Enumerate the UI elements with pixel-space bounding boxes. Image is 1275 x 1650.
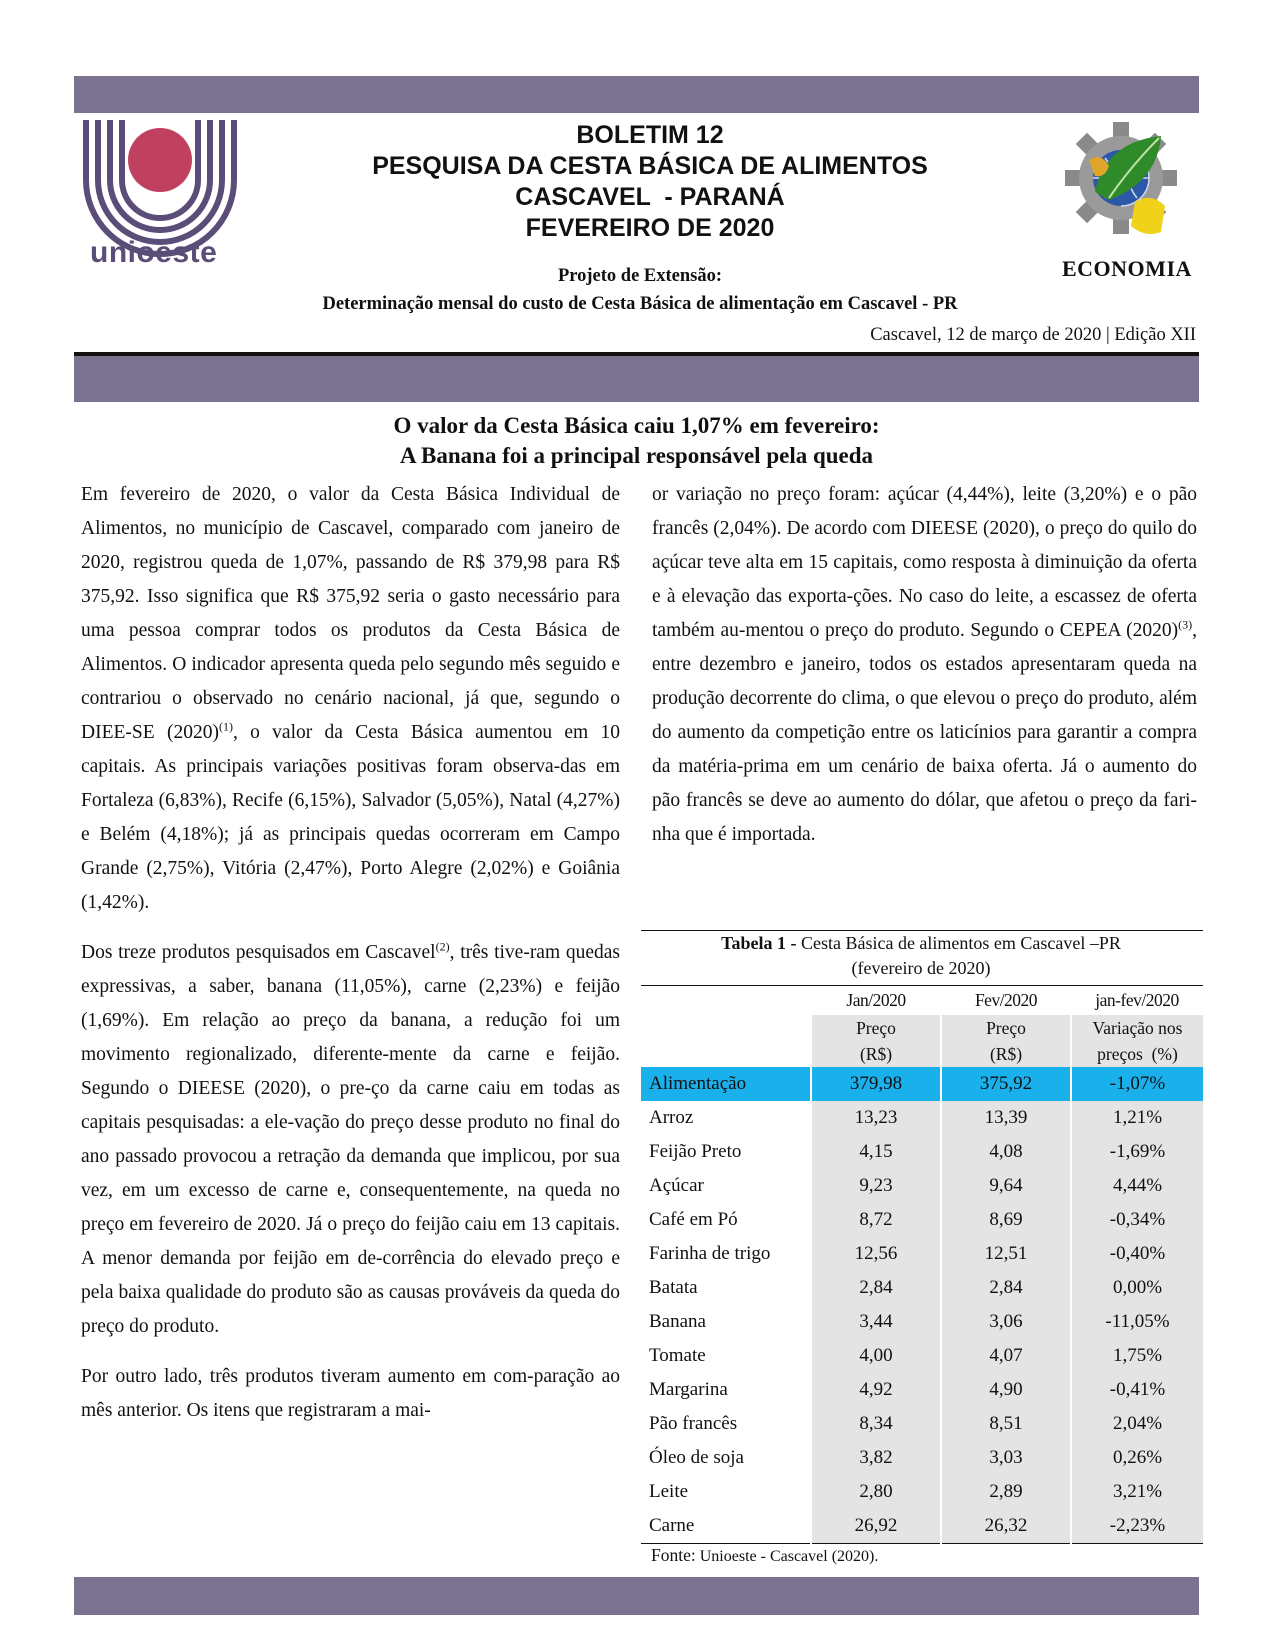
value-cell: -0,41% xyxy=(1071,1373,1203,1407)
value-cell: 4,90 xyxy=(941,1373,1071,1407)
period-header: jan-fev/2020 xyxy=(1095,990,1179,1010)
table-row xyxy=(641,1509,1203,1544)
project-label: Projeto de Extensão: xyxy=(557,266,723,286)
header-blank xyxy=(641,1015,811,1041)
economia-gear-emblem-icon xyxy=(1065,122,1177,240)
value-cell: 375,92 xyxy=(941,1067,1071,1101)
right-column xyxy=(652,478,1197,852)
value-cell: 3,06 xyxy=(941,1305,1071,1339)
project-title: Determinação mensal do custo de Cesta Básica de alimentação em Cascavel - PR xyxy=(322,294,958,314)
table-row xyxy=(641,1305,1203,1339)
item-cell: Feijão Preto xyxy=(649,1141,742,1162)
table-header-row xyxy=(641,1015,1203,1041)
value-cell: 4,00 xyxy=(811,1339,941,1373)
value-cell: 26,32 xyxy=(941,1509,1071,1544)
value-cell: 8,34 xyxy=(811,1407,941,1441)
value-cell: 3,21% xyxy=(1071,1475,1203,1509)
value-cell: 4,44% xyxy=(1071,1169,1203,1203)
value-cell: 2,84 xyxy=(941,1271,1071,1305)
title-line: BOLETIM 12 xyxy=(576,121,724,149)
footnote-ref: (2) xyxy=(435,939,450,954)
caption-line-1 xyxy=(641,931,1201,956)
paragraph-text: , três tive-ram quedas expressivas, a saber, banana (11,05%), carne (2,23%) e feijão (1,69%). Em relação ao preço da banana, a redução foi um movimento regionalizado, diferente-mente da carne e feijão. Segundo o DIEESE (2020), o pre-ço da carne caiu em todas as capitais pesquisadas: a ele-vação do preço desse produto no final do ano passado provocou a retração da demanda que implicou, por sua vez, em um excesso de carne e, consequentemente, na queda no preço em fevereiro de 2020. Já o preço do feijão caiu em 13 capitais. A menor demanda por feijão em de-corrência do elevado preço e pela baixa qualidade do produto são as causas prováveis da queda do preço do produto. xyxy=(81,942,621,1337)
bottom-band xyxy=(74,1577,1199,1615)
project-block xyxy=(230,262,1050,318)
caption-label: Tabela 1 - xyxy=(721,933,797,953)
value-cell: -1,69% xyxy=(1071,1135,1203,1169)
paragraph-text: Dos treze produtos pesquisados em Cascavel xyxy=(81,942,436,963)
item-cell: Batata xyxy=(649,1277,698,1298)
value-cell: 12,51 xyxy=(941,1237,1071,1271)
item-cell: Tomate xyxy=(649,1345,706,1366)
headline-line-1: O valor da Cesta Básica caiu 1,07% em fevereiro: xyxy=(393,413,880,438)
value-cell: 4,08 xyxy=(941,1135,1071,1169)
value-cell: 13,39 xyxy=(941,1101,1071,1135)
value-cell: 8,72 xyxy=(811,1203,941,1237)
value-cell: 2,04% xyxy=(1071,1407,1203,1441)
left-column xyxy=(81,478,620,1428)
item-cell: Farinha de trigo xyxy=(649,1243,771,1264)
table-source xyxy=(651,1545,878,1566)
value-cell: 13,23 xyxy=(811,1101,941,1135)
paragraph-text: , o valor da Cesta Básica aumentou em 10 capitais. As principais variações positivas foram observa-das em Fortaleza (6,83%), Recife (6,15%), Salvador (5,05%), Natal (4,27%) e Belém (4,18%); já as principais quedas ocorreram em Campo Grande (2,75%), Vitória (2,47%), Porto Alegre (2,02%) e Goiânia (1,42%). xyxy=(81,722,620,913)
table-row xyxy=(641,1169,1203,1203)
period-header: Fev/2020 xyxy=(974,990,1038,1010)
item-cell: Leite xyxy=(649,1481,689,1502)
bulletin-titles xyxy=(280,120,1020,244)
source-text: Unioeste - Cascavel (2020). xyxy=(695,1548,879,1565)
price-table-body xyxy=(641,985,1203,1544)
table-header-row xyxy=(641,1041,1203,1067)
table-row xyxy=(641,1373,1203,1407)
table-row xyxy=(641,1101,1203,1135)
item-cell: Arroz xyxy=(649,1107,694,1128)
logo-wordmark: unioeste xyxy=(90,236,218,269)
item-cell: Pão francês xyxy=(649,1413,738,1434)
table-caption xyxy=(641,931,1201,981)
table-row xyxy=(641,1237,1203,1271)
item-cell: Banana xyxy=(649,1311,706,1332)
column-header: preços (%) xyxy=(1071,1041,1203,1067)
source-label: Fonte: xyxy=(651,1545,696,1565)
title-line: PESQUISA DA CESTA BÁSICA DE ALIMENTOS xyxy=(372,152,928,180)
value-cell: 1,75% xyxy=(1071,1339,1203,1373)
table-row xyxy=(641,1135,1203,1169)
headline-line-2: A Banana foi a principal responsável pela queda xyxy=(399,443,874,468)
column-header: (R$) xyxy=(811,1041,941,1067)
value-cell: 2,89 xyxy=(941,1475,1071,1509)
paragraph-3: Por outro lado, três produtos tiveram aumento em com-paração ao mês anterior. Os itens que registraram a mai- xyxy=(81,1366,620,1421)
caption-line-2: (fevereiro de 2020) xyxy=(851,958,991,978)
table-row xyxy=(641,1203,1203,1237)
economia-label: ECONOMIA xyxy=(1062,256,1192,281)
paragraph-2 xyxy=(81,936,620,1344)
paragraph-1 xyxy=(81,478,620,920)
caption-text: Cesta Básica de alimentos em Cascavel –PR xyxy=(796,933,1121,953)
item-cell: Margarina xyxy=(649,1379,728,1400)
footnote-ref: (3) xyxy=(1178,617,1193,632)
value-cell: 379,98 xyxy=(811,1067,941,1101)
value-cell: 9,64 xyxy=(941,1169,1071,1203)
value-cell: 2,84 xyxy=(811,1271,941,1305)
item-cell: Carne xyxy=(641,1509,811,1544)
value-cell: 4,07 xyxy=(941,1339,1071,1373)
header-blank xyxy=(641,985,811,1015)
value-cell: 3,82 xyxy=(811,1441,941,1475)
column-header: Variação nos xyxy=(1071,1015,1203,1041)
value-cell: 3,03 xyxy=(941,1441,1071,1475)
value-cell: -1,07% xyxy=(1071,1067,1203,1101)
header-divider-band xyxy=(74,352,1199,402)
paragraph-text: Em fevereiro de 2020, o valor da Cesta Básica Individual de Alimentos, no município de Cascavel, comparado com janeiro de 2020, registrou queda de 1,07%, passando de R$ 379,98 para R$ 375,92. Isso significa que R$ 375,92 seria o gasto necessário para uma pessoa comprar todos os produtos da Cesta Básica de Alimentos. O indicador apresenta queda pelo segundo mês seguido e contrariou o observado no cenário nacional, já que, segundo o DIEE-SE (2020) xyxy=(81,484,620,743)
table-row xyxy=(641,1339,1203,1373)
column-header: Preço xyxy=(811,1015,941,1041)
value-cell: 0,26% xyxy=(1071,1441,1203,1475)
value-cell: -0,40% xyxy=(1071,1237,1203,1271)
value-cell: 8,51 xyxy=(941,1407,1071,1441)
title-line: CASCAVEL - PARANÁ xyxy=(515,183,785,211)
value-cell: 1,21% xyxy=(1071,1101,1203,1135)
value-cell: 8,69 xyxy=(941,1203,1071,1237)
price-table xyxy=(641,985,1203,1544)
column-header: Preço xyxy=(941,1015,1071,1041)
column-header: (R$) xyxy=(941,1041,1071,1067)
dateline: Cascavel, 12 de março de 2020 | Edição XII xyxy=(870,325,1196,345)
headline xyxy=(74,411,1199,471)
table-row xyxy=(641,1407,1203,1441)
period-header: Jan/2020 xyxy=(846,990,906,1010)
value-cell: 12,56 xyxy=(811,1237,941,1271)
item-cell: Óleo de soja xyxy=(649,1447,744,1468)
value-cell: 2,80 xyxy=(811,1475,941,1509)
table-row xyxy=(641,1475,1203,1509)
paragraph-continued xyxy=(652,478,1197,852)
item-cell: Alimentação xyxy=(641,1067,811,1101)
top-band xyxy=(74,76,1199,113)
paragraph-text: or variação no preço foram: açúcar (4,44%), leite (3,20%) e o pão francês (2,04%). De acordo com DIEESE (2020), o preço do quilo do açúcar teve alta em 15 capitais, como resposta à diminuição da oferta e à elevação das exporta-ções. No caso do leite, a escassez de oferta também au-mentou o preço do produto. Segundo o CEPEA (2020) xyxy=(652,484,1197,641)
value-cell: 26,92 xyxy=(811,1509,941,1544)
paragraph-text: , entre dezembro e janeiro, todos os estados apresentaram queda na produção decorrente do clima, o que elevou o preço do produto, além do aumento da competição entre os laticínios para garantir a compra da matéria-prima em um cenário de baixa oferta. Já o aumento do pão francês se deve ao aumento do dólar, que afetou o preço da fari-nha que é importada. xyxy=(652,620,1197,845)
value-cell: 0,00% xyxy=(1071,1271,1203,1305)
value-cell: 9,23 xyxy=(811,1169,941,1203)
value-cell: 4,15 xyxy=(811,1135,941,1169)
value-cell: 3,44 xyxy=(811,1305,941,1339)
table-header-row xyxy=(641,985,1203,1015)
item-cell: Açúcar xyxy=(649,1175,704,1196)
table-row xyxy=(641,1067,1203,1101)
table-row xyxy=(641,1271,1203,1305)
title-line: FEVEREIRO DE 2020 xyxy=(525,214,775,242)
value-cell: -11,05% xyxy=(1071,1305,1203,1339)
item-cell: Café em Pó xyxy=(649,1209,738,1230)
table-row xyxy=(641,1441,1203,1475)
value-cell: -0,34% xyxy=(1071,1203,1203,1237)
header-blank xyxy=(641,1041,811,1067)
footnote-ref: (1) xyxy=(218,719,233,734)
value-cell: 4,92 xyxy=(811,1373,941,1407)
value-cell: -2,23% xyxy=(1071,1509,1203,1544)
